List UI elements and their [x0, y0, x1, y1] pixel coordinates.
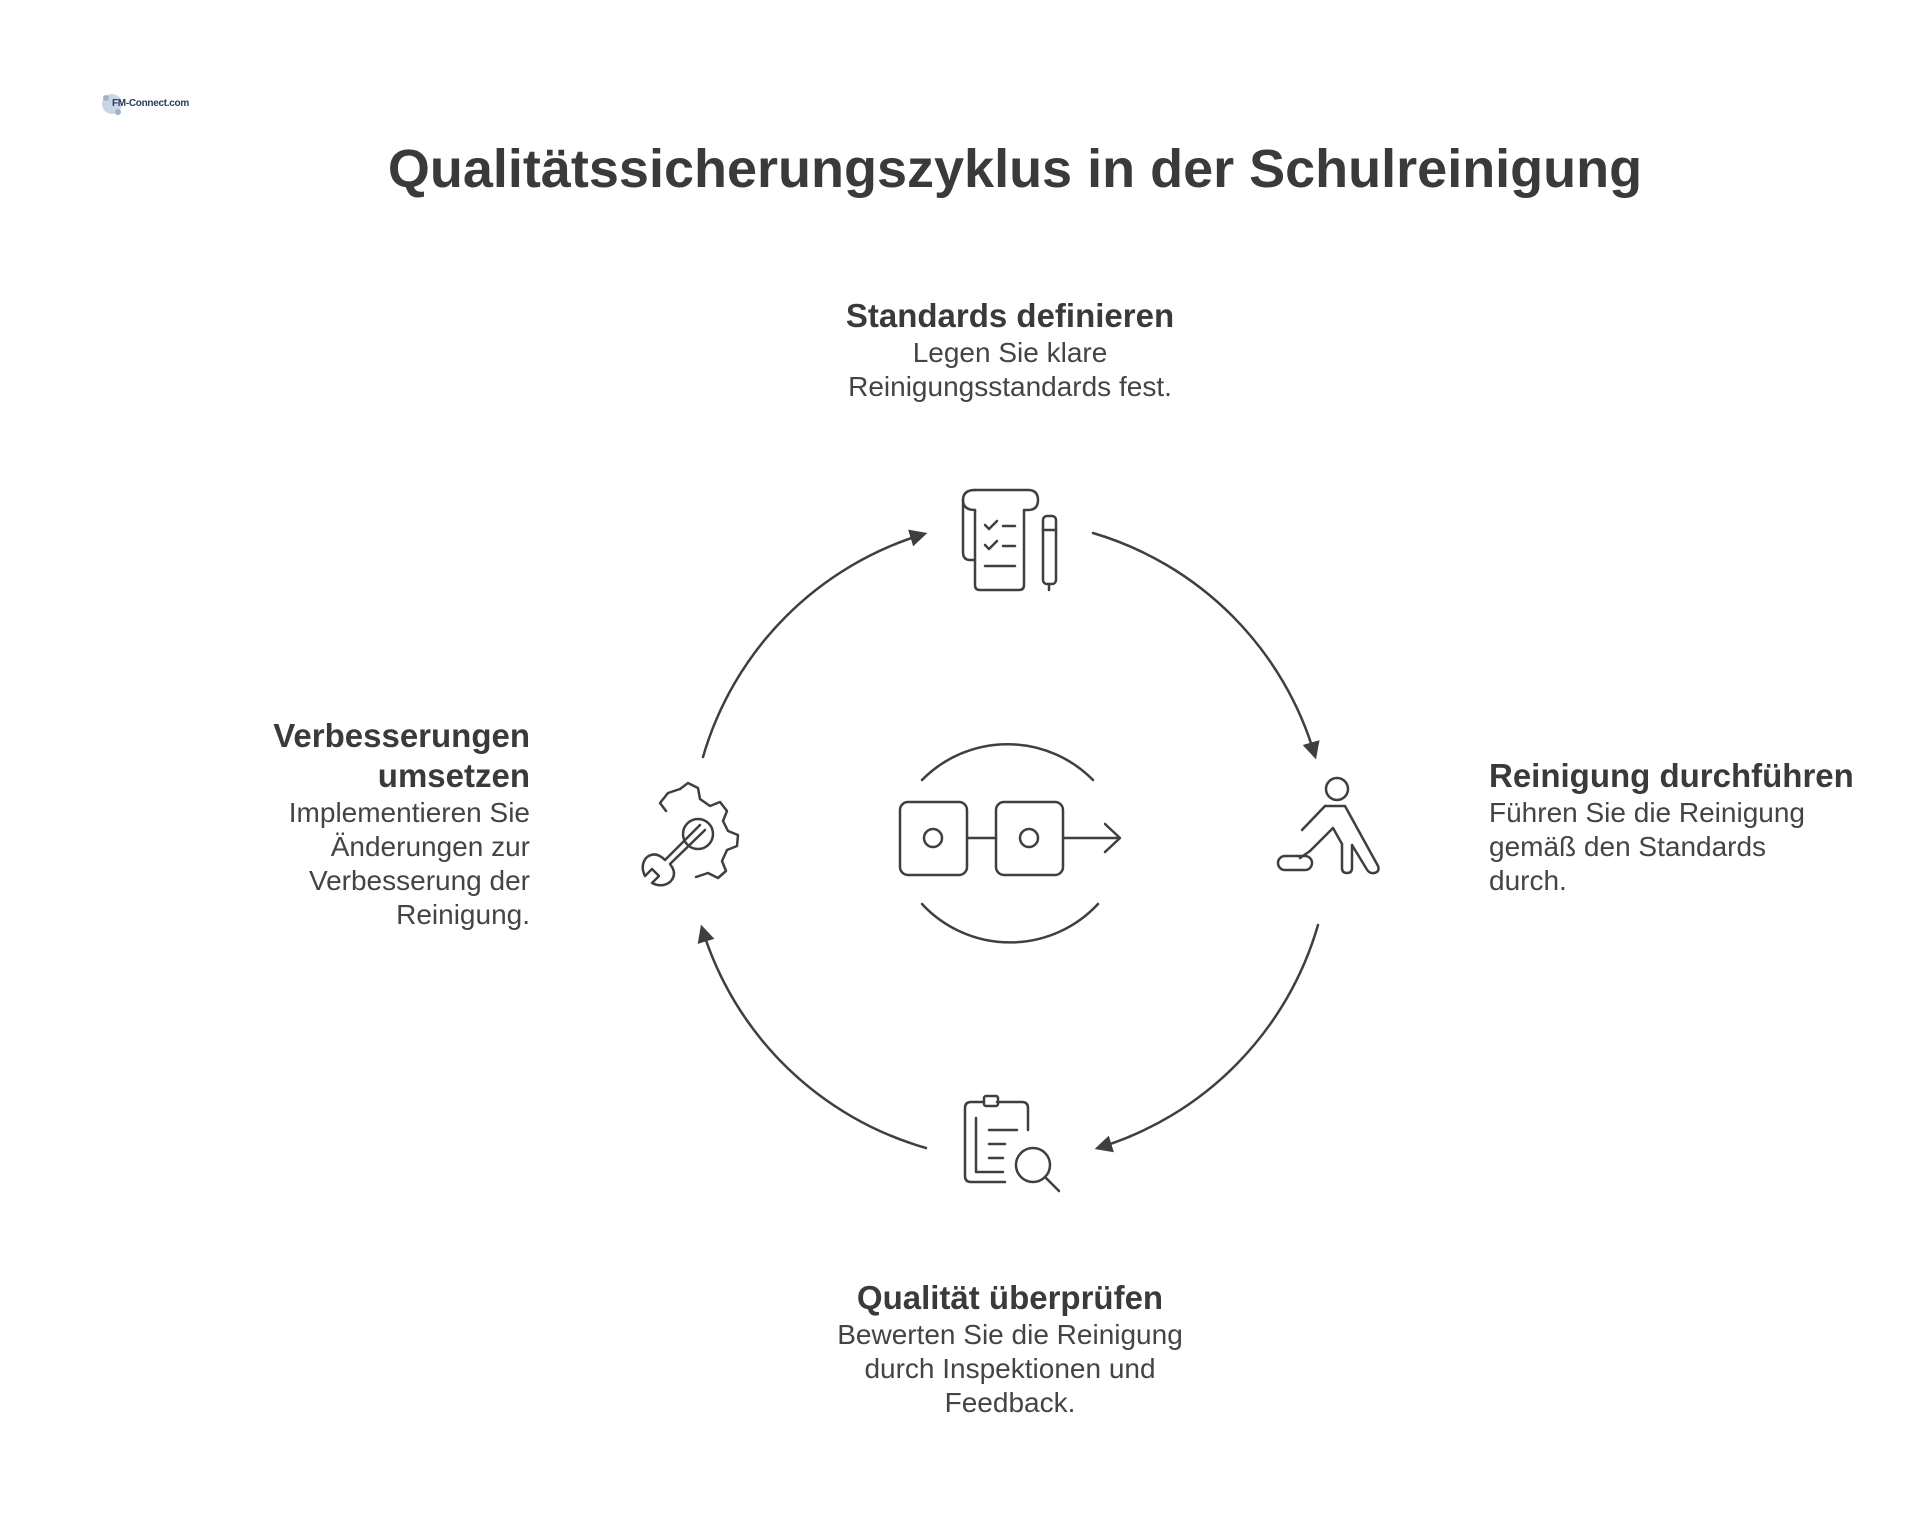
step-desc-line: durch.: [1489, 865, 1567, 896]
step-title: Reinigung durchführen: [1489, 757, 1854, 794]
step-desc-line: Reinigungsstandards fest.: [848, 371, 1172, 402]
step-title: Standards definieren: [845, 297, 1175, 334]
step-desc-line: Führen Sie die Reinigung: [1489, 797, 1805, 828]
gear-wrench-icon: [643, 783, 738, 885]
step-title: Qualität überprüfen: [856, 1279, 1164, 1316]
checklist-pen-icon: [963, 490, 1056, 590]
arrow-bottom-left: [702, 928, 926, 1148]
step-title: Verbesserungen: [273, 717, 530, 754]
step-qualitaet: [800, 1278, 1220, 1420]
step-desc-line: Legen Sie klare: [912, 337, 1108, 368]
step-reinigung: [1489, 756, 1899, 898]
step-desc-line: Feedback.: [944, 1387, 1076, 1418]
step-desc-line: Implementieren Sie: [288, 797, 530, 828]
clipboard-search-icon: [965, 1096, 1059, 1191]
step-verbesserungen: [170, 716, 530, 932]
step-standards: [800, 296, 1220, 404]
arrow-top-left: [703, 534, 924, 757]
page-title: Qualitätssicherungszyklus in der Schulreinigung: [387, 139, 1643, 199]
logo-text: FM-Connect.com: [112, 98, 189, 109]
step-desc-line: Bewerten Sie die Reinigung: [837, 1319, 1183, 1350]
process-cycle-icon: [900, 744, 1120, 942]
step-desc-line: Verbesserung der: [308, 865, 530, 896]
person-cleaning-icon: [1278, 778, 1379, 873]
arrow-bottom-right: [1098, 925, 1318, 1148]
step-desc-line: Reinigung.: [396, 899, 530, 930]
step-desc-line: Änderungen zur: [330, 831, 530, 862]
step-desc-line: durch Inspektionen und: [864, 1353, 1156, 1384]
step-title: umsetzen: [377, 757, 530, 794]
step-desc-line: gemäß den Standards: [1489, 831, 1767, 862]
arrow-top-right: [1093, 533, 1315, 756]
